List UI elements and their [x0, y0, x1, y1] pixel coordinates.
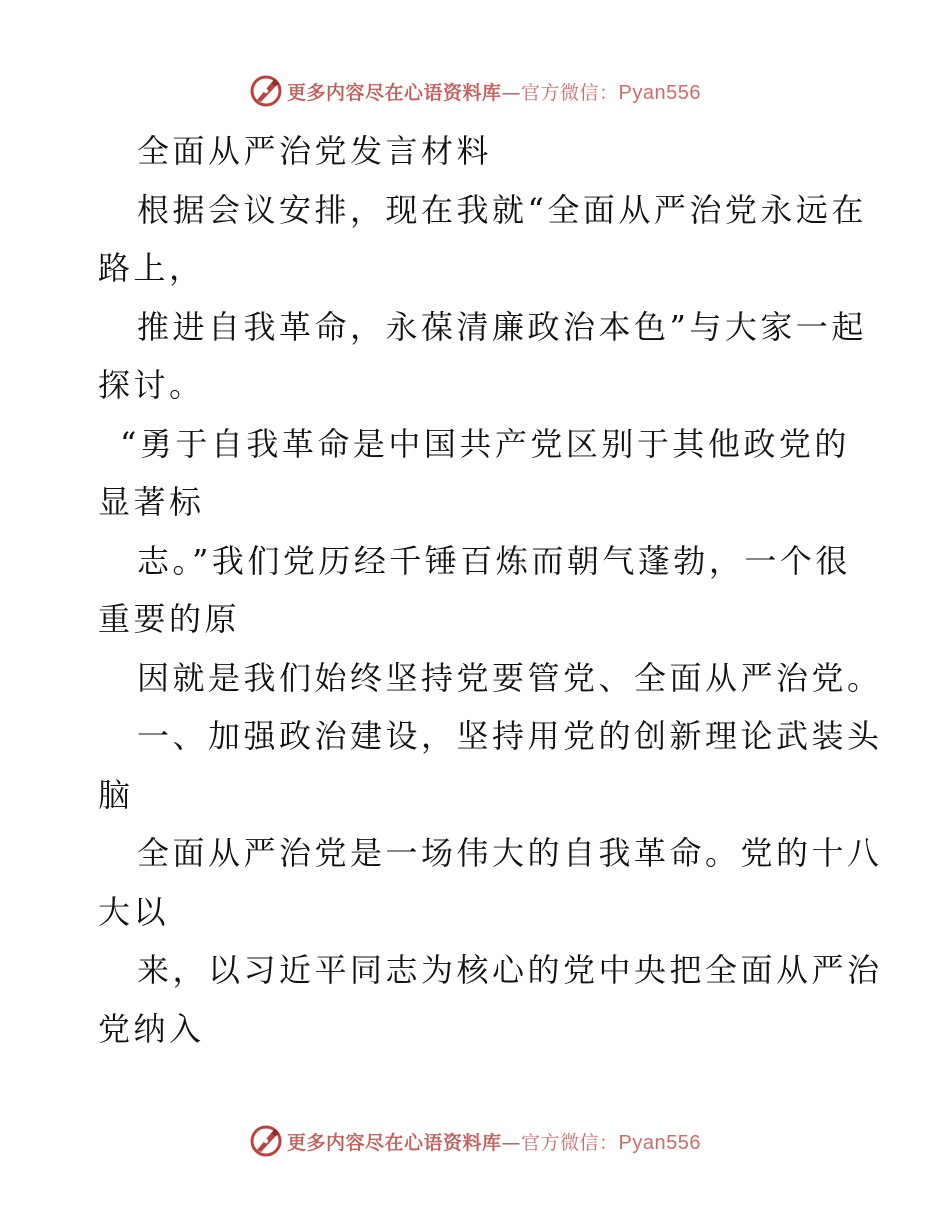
paragraph-line: 志。”我们党历经千锤百炼而朝气蓬勃，一个很: [137, 541, 851, 580]
pen-logo-icon: [249, 1124, 283, 1158]
document-title: 全面从严治党发言材料: [137, 132, 493, 170]
footer-separator: —: [501, 1131, 522, 1154]
paragraph-line: 因就是我们始终坚持党要管党、全面从严治党。: [137, 658, 883, 697]
footer-wechat-label: 官方微信：: [521, 1131, 619, 1154]
section-heading: 一、加强政治建设，坚持用党的创新理论武装头: [137, 717, 883, 755]
header-wechat-label: 官方微信：: [521, 81, 619, 104]
paragraph-line: 大以: [98, 892, 170, 931]
paragraph-line: 探讨。: [98, 366, 205, 404]
footer-watermark: [0, 1121, 950, 1161]
header-separator: —: [501, 81, 522, 104]
header-wechat-id: Pyan556: [618, 81, 701, 104]
paragraph-line: 显著标: [98, 483, 205, 521]
paragraph-line: 根据会议安排，现在我就“全面从严治党永远在: [137, 190, 867, 229]
footer-wechat-id: Pyan556: [618, 1131, 701, 1154]
pen-logo-icon: [249, 74, 283, 108]
header-banner-text: [287, 78, 701, 105]
paragraph-line: 路上，: [98, 249, 205, 287]
paragraph-line: 重要的原: [98, 600, 241, 638]
paragraph-line: 党纳入: [98, 1009, 205, 1048]
footer-brand: 更多内容尽在心语资料库: [287, 1131, 502, 1154]
paragraph-line: 来，以习近平同志为核心的党中央把全面从严治: [137, 951, 883, 989]
footer-banner-text: [287, 1128, 701, 1155]
paragraph-line: “勇于自我革命是中国共产党区别于其他政党的: [120, 424, 850, 463]
paragraph-line: 推进自我革命，永葆清廉政治本色”与大家一起: [137, 307, 867, 346]
document-body: [98, 122, 883, 1058]
header-brand: 更多内容尽在心语资料库: [287, 81, 502, 104]
header-watermark: [0, 71, 950, 111]
section-heading-cont: 脑: [98, 775, 134, 814]
paragraph-line: 全面从严治党是一场伟大的自我革命。党的十八: [137, 834, 883, 872]
